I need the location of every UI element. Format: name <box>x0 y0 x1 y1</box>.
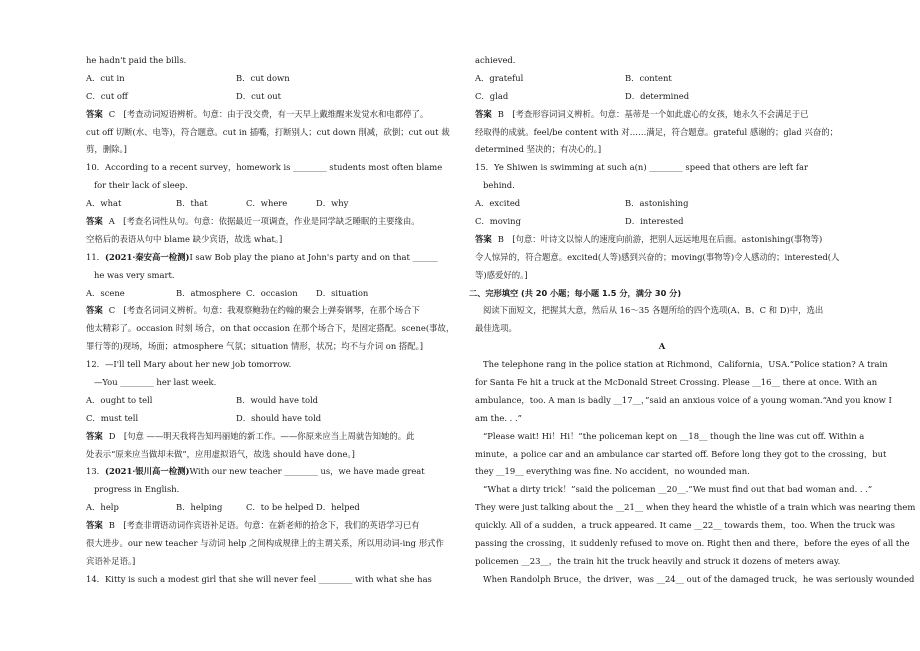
line-text: he was very smart. <box>94 269 175 280</box>
answer-options <box>469 70 855 88</box>
option: A．grateful <box>475 72 524 83</box>
answer-options <box>469 213 855 231</box>
answer-options <box>80 70 452 88</box>
option: A．ought to tell <box>86 394 153 405</box>
text-line <box>469 553 855 571</box>
text-line <box>469 177 855 195</box>
text-line <box>469 159 855 177</box>
line-text: they __19__ everything was fine. No accident，no wounded man. <box>475 466 750 477</box>
answer-label: 答案 <box>86 108 103 119</box>
answer-label: 答案 <box>475 108 492 119</box>
text-line <box>80 52 452 70</box>
text-line <box>80 571 452 589</box>
line-text: 最佳选项。 <box>475 323 517 334</box>
question-number: 11． <box>86 251 106 262</box>
answer-line <box>80 517 452 535</box>
line-text: 10．According to a recent survey，homework is ________ students most often blame <box>86 162 443 173</box>
text-line <box>469 571 915 589</box>
text-line <box>80 481 452 499</box>
passage-label: A <box>658 341 666 352</box>
option: A．what <box>86 198 122 209</box>
line-text: 罪行等的)现场，场面；atmosphere 气氛；situation 情形，状况；均不与介词 on 搭配。] <box>86 341 424 352</box>
text-line <box>469 267 855 285</box>
text-line <box>469 481 873 499</box>
line-text: passing the crossing，it suddenly refused to move on. Right then and there，before the eyes of all the <box>475 538 910 549</box>
line-text: They were just talking about the __21__ when they heard the whistle of a train which was nearing them <box>475 502 916 513</box>
option: A．cut in <box>86 72 125 83</box>
option: B．would have told <box>236 394 319 405</box>
question-number: 13． <box>86 466 106 477</box>
line-text: When Randolph Bruce，the driver，was __24__ out of the damaged truck，he was seriously wounded <box>483 573 915 584</box>
answer-line <box>469 106 855 124</box>
option: A．help <box>86 502 119 513</box>
option: B．helping <box>176 502 223 513</box>
text-line <box>469 428 865 446</box>
option: B．astonishing <box>625 198 689 209</box>
text-line <box>469 446 887 464</box>
line-text: minute，a police car and an ambulance car started off. Before long they got to the crossing，but <box>475 448 887 459</box>
answer-options <box>80 285 452 303</box>
text-line <box>80 267 452 285</box>
answer-label: 答案 <box>86 430 103 441</box>
section-heading: 二、完形填空 (共 20 小题；每小题 1.5 分，满分 30 分) <box>469 287 682 298</box>
answer-label: 答案 <box>86 305 103 316</box>
option: C．to be helped <box>246 502 314 513</box>
option: A．scene <box>86 287 125 298</box>
line-text: C [考查名词词义辨析。句意：我观察鲍勃在约翰的聚会上弹奏钢琴，在那个场合下 <box>108 305 420 316</box>
text-line <box>80 177 452 195</box>
answer-line <box>80 213 452 231</box>
text-line <box>80 374 452 392</box>
source-tag: (2021·银川高一检测) <box>105 466 190 477</box>
text-line <box>80 338 452 356</box>
text-line <box>469 535 910 553</box>
answer-options <box>469 88 855 106</box>
line-text: quickly. All of a sudden，a truck appeared. It came __22__ towards them，too. When the truck was <box>475 520 895 531</box>
line-text: determined 坚决的；有决心的。] <box>475 144 602 155</box>
line-text: The telephone rang in the police station at Richmond，California，USA.“Police station? A train <box>483 359 888 370</box>
line-text: cut off 切断(水、电等)，符合题意。cut in 插嘴，打断别人；cut down 削减，砍倒；cut out 裁 <box>86 126 450 137</box>
text-line <box>469 463 855 481</box>
line-text: 空格后的表语从句中 blame 缺少宾语，故选 what。] <box>86 233 283 244</box>
line-text: 经取得的成就。feel/be content with 对……满足，符合题意。grateful 感谢的；glad 兴奋的； <box>475 126 838 137</box>
option: C．where <box>246 198 288 209</box>
option: B．that <box>176 198 208 209</box>
line-text: progress in English. <box>94 484 180 495</box>
answer-options <box>80 499 452 517</box>
text-line <box>80 463 452 481</box>
line-text: policemen __23__，the train hit the truck heavily and struck it dozens of meters away. <box>475 555 841 566</box>
text-line <box>80 535 452 553</box>
text-line <box>80 320 455 338</box>
text-line <box>469 499 916 517</box>
line-text: behind. <box>483 180 515 191</box>
text-line <box>80 231 452 249</box>
line-text: 等)感爱好的。] <box>475 269 528 280</box>
line-text: 令人惊异的，符合题意。excited(人等)感到兴奋的；moving(事物等)令人感动的；interested(人 <box>475 251 840 262</box>
text-line <box>469 517 895 535</box>
line-text: achieved. <box>475 55 516 65</box>
answer-options <box>80 392 452 410</box>
line-text: 很大进步。our new teacher 与动词 help 之间构成规律上的主谓关系，所以用动词-ing 形式作 <box>86 538 444 549</box>
option: A．excited <box>475 198 521 209</box>
text-line <box>469 124 855 142</box>
line-text: 他太精彩了。occasion 时刻 场合，on that occasion 在那个场合下，是固定搭配。scene(事故， <box>86 323 455 334</box>
line-text: C [考查动词短语辨析。句意：由于没交费，有一天早上戴维醒来发觉水和电都停了。 <box>108 108 429 119</box>
text-line <box>80 249 452 267</box>
option: D．situation <box>316 287 369 298</box>
line-text: —You ________ her last week. <box>94 377 217 388</box>
option: B．cut down <box>236 72 290 83</box>
option: C．must tell <box>86 412 139 423</box>
option: D．should have told <box>236 412 322 423</box>
option: B．atmosphere <box>176 287 241 298</box>
text-line <box>469 302 855 320</box>
answer-label: 答案 <box>86 216 103 227</box>
line-text: 阅读下面短文，把握其大意，然后从 16～35 各题所给的四个选项(A、B、C 和 D)中，选出 <box>483 305 824 316</box>
line-text: 宾语补足语。] <box>86 555 136 566</box>
answer-line <box>469 231 855 249</box>
answer-options <box>80 195 452 213</box>
option: D．cut out <box>236 90 282 101</box>
text-line <box>469 141 855 159</box>
answer-line <box>80 302 452 320</box>
text-line <box>469 52 855 70</box>
answer-label: 答案 <box>475 233 492 244</box>
option: C．moving <box>475 216 521 227</box>
option: D．why <box>316 198 349 209</box>
line-text: With our new teacher ________ us，we have made great <box>189 466 425 477</box>
text-line <box>80 356 452 374</box>
text-line <box>80 141 452 159</box>
line-text: I saw Bob play the piano at John's party and on that ______ <box>189 251 438 262</box>
answer-options <box>80 410 452 428</box>
right-column <box>469 52 916 589</box>
option: C．cut off <box>86 90 128 101</box>
option: C．glad <box>475 90 509 101</box>
line-text: 15．Ye Shiwen is swimming at such a(n) ________ speed that others are left far <box>475 162 808 173</box>
line-text: for their lack of sleep. <box>94 180 188 191</box>
option: D．determined <box>625 90 690 101</box>
text-line <box>469 356 888 374</box>
line-text: he hadn't paid the bills. <box>86 55 187 65</box>
text-line <box>80 553 452 571</box>
source-tag: (2021·秦安高一检测) <box>105 251 190 262</box>
line-text: B [句意：叶诗文以惊人的速度向前游，把别人远远地甩在后面。astonishing(事物等) <box>497 233 823 244</box>
line-text: am the. . .” <box>475 412 522 423</box>
line-text: ambulance，too. A man is badly __17__，”said an anxious voice of a young woman.“And you know I <box>475 394 892 405</box>
text-line <box>469 374 878 392</box>
option: B．content <box>625 72 672 83</box>
option: D．helped <box>316 502 360 513</box>
text-line <box>80 159 452 177</box>
line-text: B [考查非谓语动词作宾语补足语。句意：在新老师的拾念下，我们的英语学习已有 <box>108 520 420 531</box>
line-text: “Please wait! Hi！Hi！”the policeman kept on __18__ though the line was cut off. Within a <box>483 430 865 441</box>
line-text: 剪，删除。] <box>86 144 127 155</box>
text-line <box>80 124 452 142</box>
text-line <box>469 410 855 428</box>
answer-line <box>80 428 452 446</box>
line-text: 处表示“原来应当做却未做”，应用虚拟语气，故选 should have done。] <box>86 448 355 459</box>
line-text: “What a dirty trick！”said the policeman __20__.“We must find out that bad woman and. . .” <box>483 484 873 495</box>
line-text: 14．Kitty is such a modest girl that she will never feel ________ with what she has <box>86 573 432 584</box>
text-line <box>469 320 855 338</box>
option: D．interested <box>625 216 684 227</box>
line-text: for Santa Fe hit a truck at the McDonald Street Crossing. Please __16__ there at once. With an <box>475 377 878 388</box>
left-column <box>80 52 455 589</box>
answer-options <box>469 195 855 213</box>
text-line <box>469 249 855 267</box>
answer-options <box>80 88 452 106</box>
line-text: A [考查名词性从句。句意：依据最近一项调查，作业是同学缺乏睡眠的主要缘由。 <box>108 216 420 227</box>
line-text: D [句意 ——明天我将告知玛丽她的新工作。——你原来应当上周就告知她的。此 <box>108 430 415 441</box>
line-text: 12．—I'll tell Mary about her new job tomorrow. <box>86 359 292 370</box>
text-line <box>80 446 452 464</box>
line-text: B [考查形容词词义辨析。句意：基蒂是一个如此虚心的女孩，她永久不会满足于已 <box>497 108 809 119</box>
answer-label: 答案 <box>86 520 103 531</box>
option: C．occasion <box>246 287 298 298</box>
answer-line <box>80 106 452 124</box>
text-line <box>469 392 892 410</box>
